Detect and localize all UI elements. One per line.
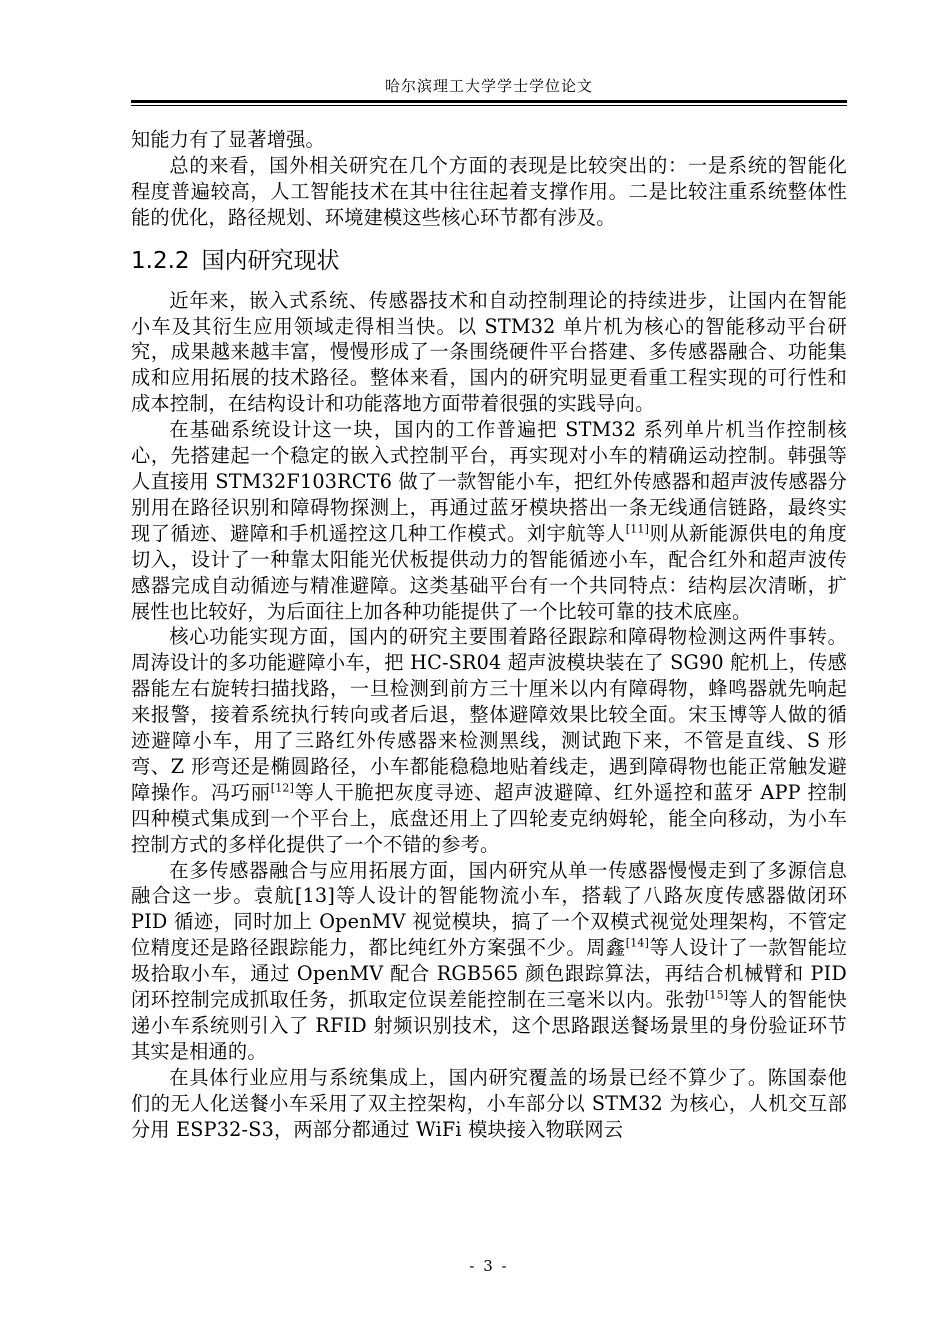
section-title: 国内研究现状 — [201, 247, 340, 274]
section-heading — [131, 246, 847, 276]
paragraph-basic-design — [131, 417, 847, 624]
citation: [15] — [704, 988, 729, 1002]
paragraph-text: 在基础系统设计这一块，国内的工作普遍把 STM32 系列单片机当作控制核心，先搭建起一个稳定的嵌入式控制平台，再实现对小车的精确运动控制。韩强等人直接用 STM32F103RCT6 做了一款智能小车，把红外传感器和超声波传感器分别用在路径识别和障碍物探测上，再通过蓝牙模块搭出一条无线通信链路，最终实现了循迹、避障和手机遥控这几种工作模式。刘宇航等人 — [131, 418, 847, 545]
paragraph-core-functions — [131, 624, 847, 857]
paragraph-text: 核心功能实现方面，国内的研究主要围着路径跟踪和障碍物检测这两件事转。周涛设计的多功能避障小车，把 HC-SR04 超声波模块装在了 SG90 舵机上，传感器能左右旋转扫描找路，一旦检测到前方三十厘米以内有障碍物，蜂鸣器就先响起来报警，接着系统执行转向或者后退，整体避障效果比较全面。宋玉博等人做的循迹避障小车，用了三路红外传感器来检测黑线，测试跑下来，不管是直线、S 形弯、Z 形弯还是椭圆路径，小车都能稳稳地贴着线走，遇到障碍物也能正常触发避障操作。冯巧丽 — [131, 625, 847, 804]
running-header: 哈尔滨理工大学学士学位论文 — [384, 77, 593, 95]
paragraph-sensor-fusion — [131, 858, 847, 1065]
paragraph-summary: 总的来看，国外相关研究在几个方面的表现是比较突出的：一是系统的智能化程度普遍较高，人工智能技术在其中往往起着支撑作用。二是比较注重系统整体性能的优化，路径规划、环境建模这些核心环节都有涉及。 — [131, 153, 847, 229]
paragraph-text: 等人干脆把灰度寻迹、超声波避障、红外遥控和蓝牙 APP 控制四种模式集成到一个平台上，底盘还用上了四轮麦克纳姆轮，能全向移动，为小车控制方式的多样化提供了一个不错的参考。 — [131, 780, 848, 856]
page-body — [131, 127, 847, 1143]
citation: [14] — [625, 936, 650, 950]
paragraph-applications: 在具体行业应用与系统集成上，国内研究覆盖的场景已经不算少了。陈国泰他们的无人化送餐小车采用了双主控架构，小车部分以 STM32 为核心，人机交互部分用 ESP32-S3，两部分都通过 WiFi 模块接入物联网云 — [131, 1065, 847, 1141]
paragraph-text: 等人设计了一款智能垃圾拾取小车，通过 OpenMV 配合 RGB565 颜色跟踪算法，再结合机械臂和 PID 闭环控制完成抓取任务，抓取定位误差能控制在三毫米以内。张勃 — [131, 936, 848, 1012]
citation: [12] — [270, 781, 295, 795]
page-number: - 3 - — [469, 1257, 509, 1275]
section-number: 1.2.2 — [131, 247, 190, 274]
paragraph-text: 则从新能源供电的角度切入，设计了一种靠太阳能光伏板提供动力的智能循迹小车，配合红外和超声波传感器完成自动循迹与精准避障。这类基础平台有一个共同特点：结构层次清晰，扩展性也比较好，为后面往上加各种功能提供了一个比较可靠的技术底座。 — [131, 521, 848, 623]
paragraph-text: 在多传感器融合与应用拓展方面，国内研究从单一传感器慢慢走到了多源信息融合这一步。袁航[13]等人设计的智能物流小车，搭载了八路灰度传感器做闭环 PID 循迹，同时加上 OpenMV 视觉模块，搞了一个双模式视觉处理架构，不管定位精度还是路径跟踪能力，都比纯红外方案强不少。周鑫 — [131, 858, 847, 960]
paragraph-text: 等人的智能快递小车系统则引入了 RFID 射频识别技术，这个思路跟送餐场景里的身份验证环节其实是相通的。 — [131, 988, 847, 1063]
paragraph-continued: 知能力有了显著增强。 — [131, 128, 325, 151]
header-rule-thick — [131, 100, 847, 103]
citation: [11] — [625, 522, 650, 536]
header-rule-thin — [131, 105, 847, 106]
paragraph-intro: 近年来，嵌入式系统、传感器技术和自动控制理论的持续进步，让国内在智能小车及其衍生应用领域走得相当快。以 STM32 单片机为核心的智能移动平台研究，成果越来越丰富，慢慢形成了一条围绕硬件平台搭建、多传感器融合、功能集成和应用拓展的技术路径。整体来看，国内的研究明显更看重工程实现的可行性和成本控制，在结构设计和功能落地方面带着很强的实践导向。 — [131, 288, 847, 416]
